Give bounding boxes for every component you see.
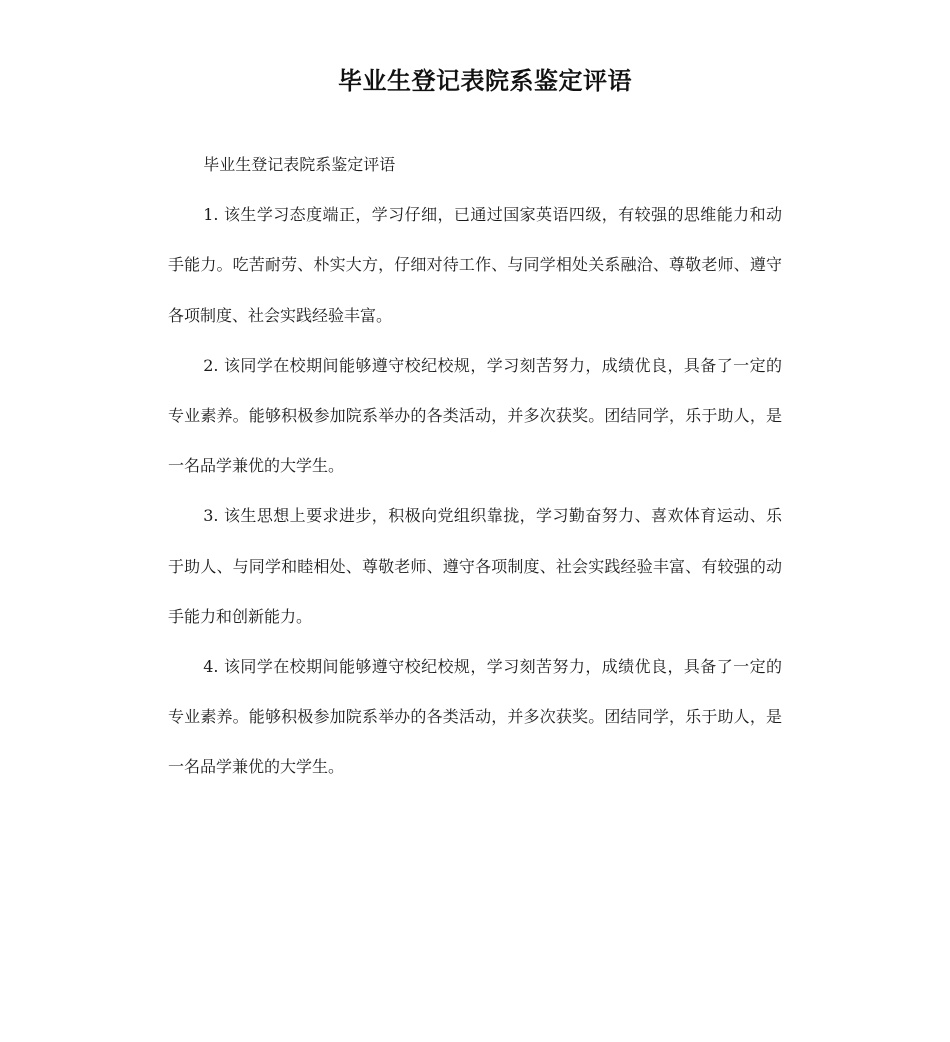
paragraph-3: 3. 该生思想上要求进步，积极向党组织靠拢，学习勤奋努力、喜欢体育运动、乐于助人、与同学和睦相处、尊敬老师、遵守各项制度、社会实践经验丰富、有较强的动手能力和创新能力。 — [168, 506, 782, 626]
document-title: 毕业生登记表院系鉴定评语 — [338, 67, 632, 95]
paragraph-4: 4. 该同学在校期间能够遵守校纪校规，学习刻苦努力，成绩优良，具备了一定的专业素养。能够积极参加院系举办的各类活动，并多次获奖。团结同学，乐于助人，是一名品学兼优的大学生。 — [168, 657, 782, 777]
paragraph-2: 2. 该同学在校期间能够遵守校纪校规，学习刻苦努力，成绩优良，具备了一定的专业素养。能够积极参加院系举办的各类活动，并多次获奖。团结同学，乐于助人，是一名品学兼优的大学生。 — [168, 355, 782, 476]
document-subtitle: 毕业生登记表院系鉴定评语 — [203, 155, 396, 174]
paragraph-1: 1. 该生学习态度端正，学习仔细，已通过国家英语四级，有较强的思维能力和动手能力。吃苦耐劳、朴实大方，仔细对待工作、与同学相处关系融洽、尊敬老师、遵守各项制度、社会实践经验丰富。 — [168, 205, 782, 325]
document-body — [168, 140, 782, 793]
